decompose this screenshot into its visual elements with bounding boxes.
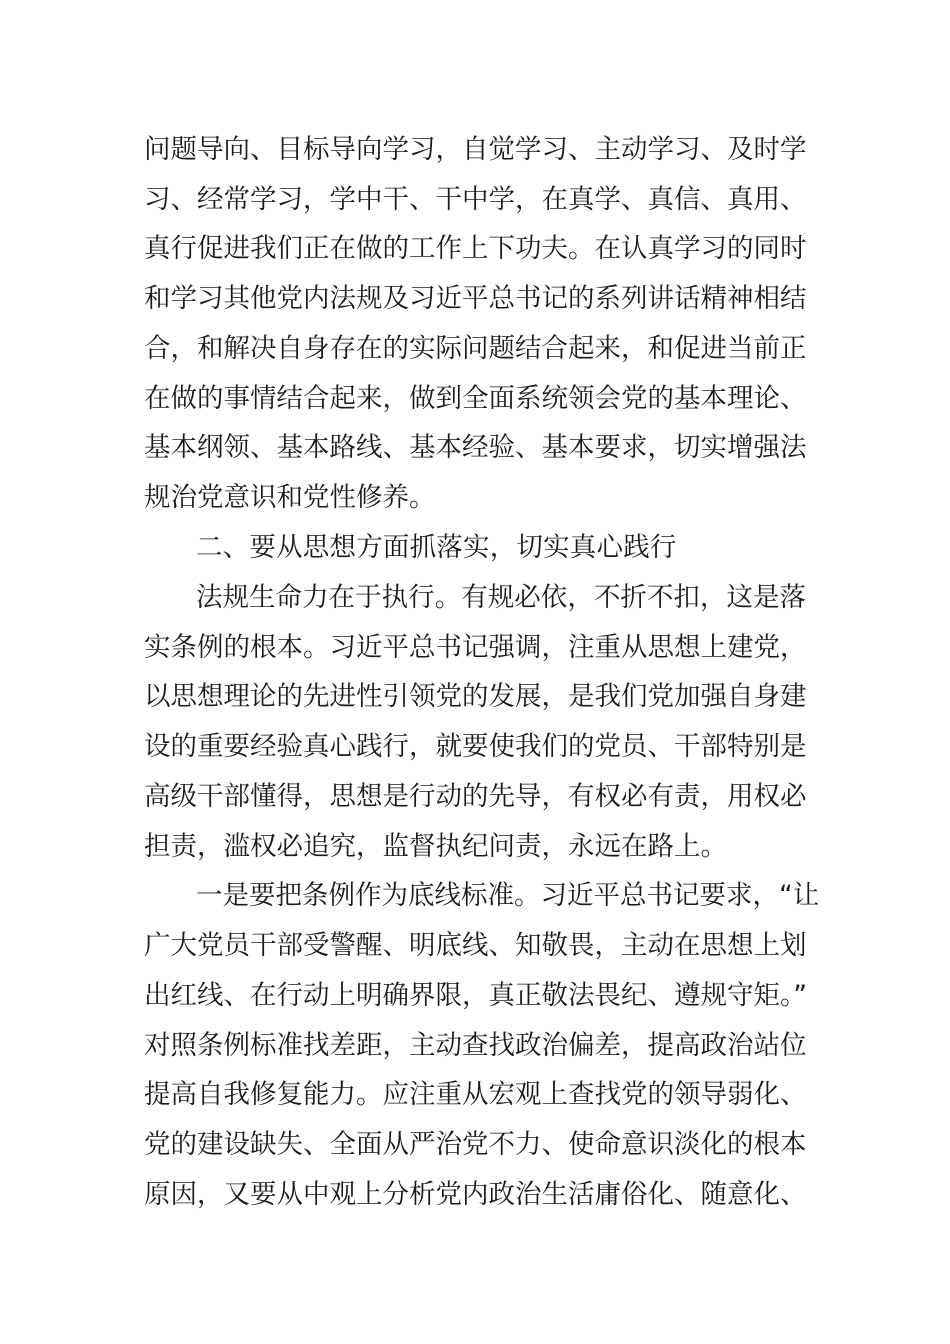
paragraph-2-line-1: 法规生命力在于执行。有规必依，不折不扣，这是落: [196, 582, 806, 613]
paragraph-1-line-7: 基本纲领、基本路线、基本经验、基本要求，切实增强法: [144, 432, 807, 463]
paragraph-3-line-7: 原因，又要从中观上分析党内政治生活庸俗化、随意化、: [144, 1179, 807, 1210]
paragraph-3-line-1: 一是要把条例作为底线标准。习近平总书记要求，“让: [196, 880, 820, 911]
paragraph-2-line-2: 实条例的根本。习近平总书记强调，注重从思想上建党，: [144, 632, 807, 663]
paragraph-3-line-5: 提高自我修复能力。应注重从宏观上查找党的领导弱化、: [144, 1079, 807, 1110]
paragraph-3-line-4: 对照条例标准找差距，主动查找政治偏差，提高政治站位: [144, 1030, 807, 1061]
paragraph-1-line-2: 习、经常学习，学中干、干中学，在真学、真信、真用、: [144, 184, 807, 215]
paragraph-2-line-6: 担责，滥权必追究，监督执纪问责，永远在路上。: [144, 831, 727, 862]
paragraph-2-line-4: 设的重要经验真心践行，就要使我们的党员、干部特别是: [144, 731, 807, 762]
paragraph-2-line-3: 以思想理论的先进性引领党的发展，是我们党加强自身建: [144, 681, 807, 712]
paragraph-1-line-1: 问题导向、目标导向学习，自觉学习、主动学习、及时学: [144, 134, 807, 165]
paragraph-1-line-3: 真行促进我们正在做的工作上下功夫。在认真学习的同时: [144, 233, 807, 264]
paragraph-1-line-5: 合，和解决自身存在的实际问题结合起来，和促进当前正: [144, 333, 807, 364]
paragraph-1-line-6: 在做的事情结合起来，做到全面系统领会党的基本理论、: [144, 383, 807, 414]
paragraph-2-line-5: 高级干部懂得，思想是行动的先导，有权必有责，用权必: [144, 781, 807, 812]
paragraph-3-line-2: 广大党员干部受警醒、明底线、知敬畏，主动在思想上划: [144, 930, 807, 961]
section-heading: 二、要从思想方面抓落实，切实真心践行: [196, 532, 677, 563]
paragraph-3-line-3: 出红线、在行动上明确界限，真正敬法畏纪、遵规守矩。”: [144, 980, 807, 1011]
paragraph-1-line-4: 和学习其他党内法规及习近平总书记的系列讲话精神相结: [144, 283, 807, 314]
paragraph-1-line-8: 规治党意识和党性修养。: [144, 482, 436, 513]
paragraph-3-line-6: 党的建设缺失、全面从严治党不力、使命意识淡化的根本: [144, 1129, 807, 1160]
